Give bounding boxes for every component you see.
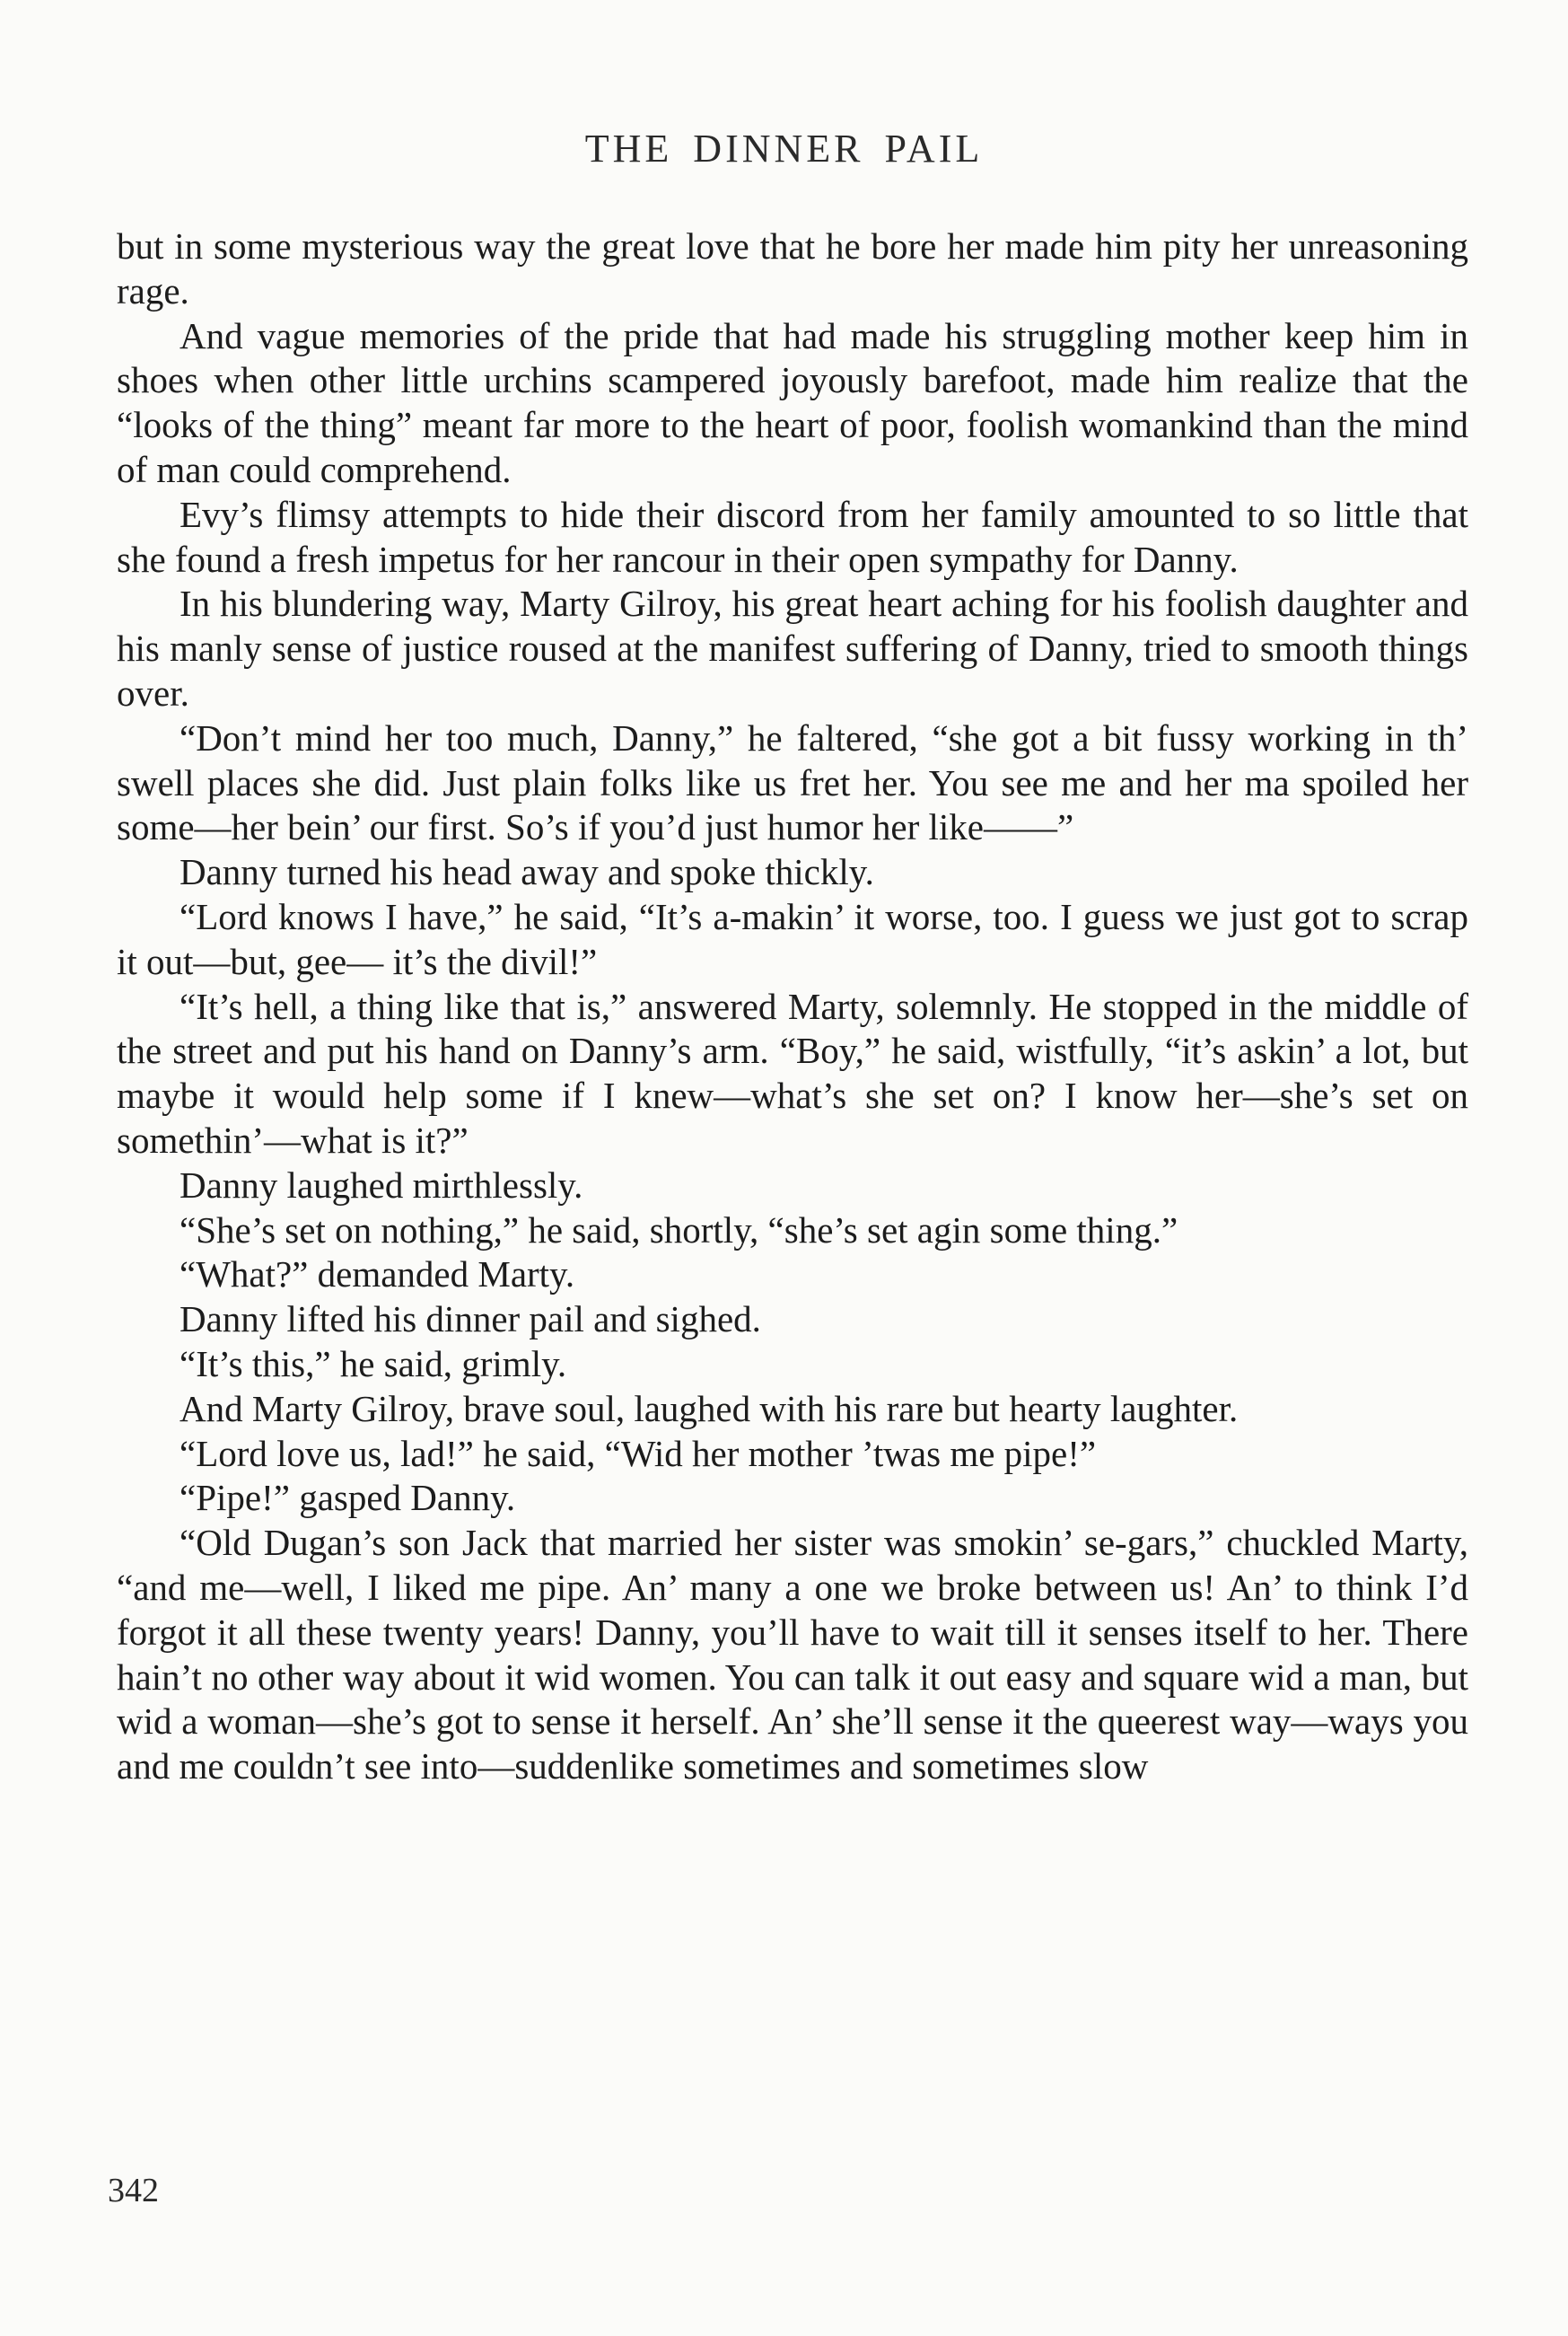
paragraph: but in some mysterious way the great love that he bore her made him pity her unreasoning rage. — [117, 225, 1468, 312]
paragraph: Evy’s flimsy attempts to hide their discord from her family amounted to so little that she found a fresh impetus for her rancour in their open sympathy for Danny. — [117, 493, 1468, 580]
paragraph: Danny turned his head away and spoke thickly. — [180, 851, 874, 893]
paragraph: “Don’t mind her too much, Danny,” he faltered, “she got a bit fussy working in th’ swell places she did. Just plain folks like us fret her. You see me and her ma spoiled her some—her bein’ our first. So’s if you’d just humor her like——” — [117, 716, 1468, 848]
running-head: THE DINNER PAIL — [584, 127, 984, 171]
paragraph: “It’s hell, a thing like that is,” answered Marty, solemnly. He stopped in the middle of the street and put his hand on Danny’s arm. “Boy,” he said, wistfully, “it’s askin’ a lot, but maybe it would help some if I knew—what’s she set on? I know her—she’s set on somethin’—what is it?” — [117, 985, 1468, 1161]
paragraph: And vague memories of the pride that had made his struggling mother keep him in shoes when other little urchins scampered joyously barefoot, made him realize that the “looks of the thing” meant far more to the heart of poor, foolish womankind than the mind of man could comprehend. — [117, 314, 1468, 490]
paragraph: “It’s this,” he said, grimly. — [180, 1342, 567, 1384]
paragraph: Danny lifted his dinner pail and sighed. — [180, 1298, 761, 1340]
paragraph: “Lord love us, lad!” he said, “Wid her mother ’twas me pipe!” — [180, 1432, 1097, 1474]
paragraph: And Marty Gilroy, brave soul, laughed with his rare but hearty laughter. — [180, 1387, 1239, 1429]
body-text — [117, 224, 1468, 1789]
paragraph: “She’s set on nothing,” he said, shortly, “she’s set agin some thing.” — [180, 1208, 1178, 1251]
paragraph: In his blundering way, Marty Gilroy, his great heart aching for his foolish daughter and his manly sense of justice roused at the manifest suffering of Danny, tried to smooth things over. — [117, 583, 1468, 714]
paragraph: “Pipe!” gasped Danny. — [180, 1477, 516, 1519]
paragraph: “Old Dugan’s son Jack that married her sister was smokin’ se-gars,” chuckled Marty, “and me—well, I liked me pipe. An’ many a one we broke between us! An’ to think I’d forgot it all these twenty years! Danny, you’ll have to wait till it senses itself to her. There hain’t no other way about it wid women. You can talk it out easy and square wid a man, but wid a woman—she’s got to sense it herself. An’ she’ll sense it the queerest way—ways you and me couldn’t see into—suddenlike sometimes and sometimes slow — [117, 1522, 1468, 1787]
paragraph: “What?” demanded Marty. — [180, 1253, 575, 1295]
paragraph: Danny laughed mirthlessly. — [180, 1164, 583, 1206]
paragraph: “Lord knows I have,” he said, “It’s a-makin’ it worse, too. I guess we just got to scrap it out—but, gee— it’s the divil!” — [117, 895, 1468, 982]
page-number: 342 — [108, 2172, 159, 2209]
